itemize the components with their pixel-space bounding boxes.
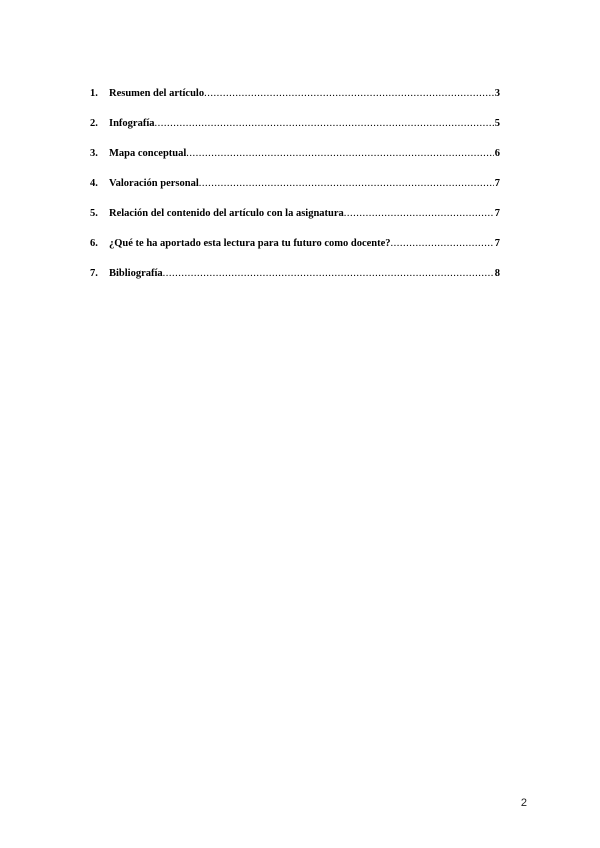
toc-entry-number: 5. — [90, 208, 98, 219]
toc-dot-leader — [204, 88, 494, 99]
toc-entry-title: Resumen del artículo — [109, 88, 205, 99]
toc-entry-title: Mapa conceptual — [109, 148, 187, 159]
toc-entry-number: 4. — [90, 178, 98, 189]
toc-entry-number: 3. — [90, 148, 98, 159]
toc-entry-page: 7 — [494, 238, 500, 249]
toc-dot-leader — [199, 178, 494, 189]
toc-entry-number: 7. — [90, 268, 98, 279]
table-of-contents — [90, 88, 500, 298]
toc-entry-mapa-conceptual[interactable] — [90, 148, 500, 178]
toc-entry-title: Infografía — [109, 118, 155, 129]
toc-entry-page: 6 — [494, 148, 500, 159]
toc-dot-leader — [391, 238, 494, 249]
toc-entry-title: Relación del contenido del artículo con la asignatura — [109, 208, 344, 219]
toc-entry-resumen[interactable] — [90, 88, 500, 118]
toc-entry-number: 6. — [90, 238, 98, 249]
toc-dot-leader — [163, 268, 494, 279]
toc-entry-title: Bibliografía — [109, 268, 163, 279]
page-number: 2 — [520, 797, 527, 809]
toc-entry-bibliografia[interactable] — [90, 268, 500, 298]
toc-entry-infografia[interactable] — [90, 118, 500, 148]
toc-entry-page: 7 — [494, 208, 500, 219]
toc-entry-relacion-asignatura[interactable] — [90, 208, 500, 238]
toc-entry-page: 5 — [494, 118, 500, 129]
toc-dot-leader — [344, 208, 494, 219]
toc-entry-aportacion-docente[interactable] — [90, 238, 500, 268]
toc-entry-page: 8 — [494, 268, 500, 279]
toc-dot-leader — [155, 118, 494, 129]
toc-entry-page: 3 — [494, 88, 500, 99]
toc-entry-title: Valoración personal — [109, 178, 199, 189]
toc-entry-valoracion-personal[interactable] — [90, 178, 500, 208]
toc-entry-number: 1. — [90, 88, 98, 99]
toc-entry-page: 7 — [494, 178, 500, 189]
toc-dot-leader — [186, 148, 493, 159]
toc-entry-title: ¿Qué te ha aportado esta lectura para tu futuro como docente? — [109, 238, 391, 249]
toc-entry-number: 2. — [90, 118, 98, 129]
